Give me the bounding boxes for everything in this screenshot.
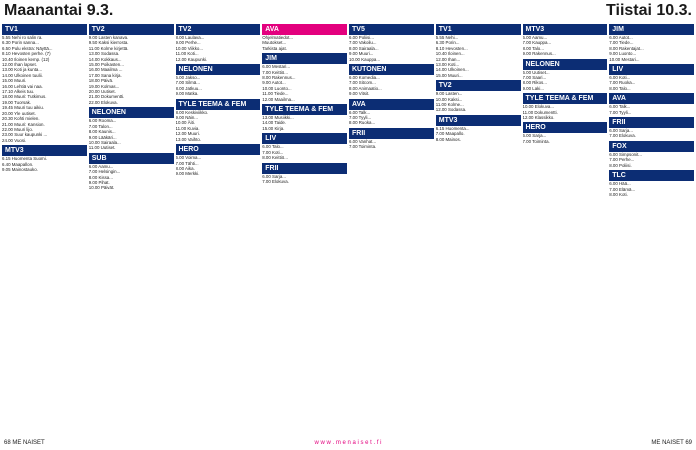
channel-block	[436, 115, 521, 142]
program-item: 13.00 Vaihto.	[175, 136, 202, 142]
program-item: 9.00 Matka.	[175, 91, 199, 97]
program-item: 7.00 Tyyli...	[609, 109, 632, 115]
program-item: 10.00 Äiti.	[175, 120, 196, 126]
channel-header: TV1	[436, 24, 521, 35]
program-item: 8.00 Koti.	[609, 191, 628, 197]
channel-header: TV2	[89, 24, 174, 35]
program-item: 9.00 Merkki.	[175, 171, 200, 177]
channel-block	[176, 144, 261, 177]
program-item: 7.00 Ruoka...	[609, 80, 636, 86]
program-item: 5.55 Nehi ro salin ra.	[2, 35, 43, 40]
listing-column	[349, 24, 434, 436]
program-item: 9.00 Laki...	[522, 85, 544, 91]
program-item: 6.00 Talo...	[262, 144, 284, 150]
channel-block	[609, 117, 694, 139]
channel-block	[349, 99, 434, 126]
channel-header: AVA	[609, 93, 694, 104]
channel-header: MTV3	[523, 24, 608, 35]
channel-header: AVA	[349, 99, 434, 110]
program-item: 9.00 Näin...	[175, 115, 198, 121]
program-item: 9.50 Kaksi kierrosta.	[88, 40, 129, 46]
channel-block	[523, 59, 608, 92]
channel-block	[609, 64, 694, 91]
listing-column	[2, 24, 87, 436]
program-item: 10.40 Iloinen kemp. (12)	[2, 56, 50, 62]
program-item: 8.10 Hevosten perhe. (7)	[2, 51, 51, 57]
program-item: 6.00 Poliisi...	[349, 35, 374, 40]
program-item: 9.00 Luonto...	[609, 51, 637, 57]
program-item: 16.00 Lehtiä vai naa.	[2, 83, 43, 89]
program-item: 13.00 Koti ja kunta...	[2, 67, 43, 73]
program-item: 18.00 Muuri: Tutkimus.	[2, 94, 47, 100]
channel-block	[262, 163, 347, 185]
program-item: 9.00 Muuri...	[349, 51, 374, 57]
program-item: 7.00 Elokuva.	[609, 133, 636, 139]
program-item: 20.30 Kohti mielen.	[2, 116, 40, 122]
channel-header: FOX	[609, 141, 694, 152]
program-item: 7.00 Sitcom...	[349, 80, 376, 86]
program-item: 7.00 Vakoilu...	[349, 40, 377, 46]
program-item: 6.15 Huomenta Suomi.	[2, 156, 47, 162]
channel-block	[2, 24, 87, 143]
day-title-right: Tiistai 10.3.	[606, 2, 692, 19]
program-item: 10.00 Sairaala...	[88, 139, 121, 145]
program-item: 20.00 Yle uutiset.	[2, 110, 36, 116]
program-item: 22.00 Muuri lijo.	[2, 126, 33, 132]
program-item: 6.00 Rooma...	[88, 118, 117, 124]
channel-block	[176, 64, 261, 97]
program-item: 24.00 Vuosi.	[2, 137, 27, 143]
program-item: 6.00 Voima...	[175, 155, 202, 161]
channel-block	[262, 133, 347, 160]
channel-block	[176, 24, 261, 62]
program-item: 7.00 Toiminta.	[522, 138, 550, 144]
program-item: 21.00 Dokumentti.	[88, 94, 125, 100]
program-item: 8.00 Jatkuu...	[175, 85, 202, 91]
program-item: 19.45 Muuri tuu aikiu.	[2, 105, 44, 111]
program-item: 5.55 Nehi...	[435, 35, 459, 40]
program-item: 7.00 Tiede...	[609, 40, 634, 46]
channel-block	[176, 99, 261, 142]
program-item: 6.00 Mestari...	[262, 64, 291, 70]
program-item: 11.00 Uutiset.	[88, 145, 116, 151]
program-item: 19.00 Tuorsak.	[2, 99, 32, 105]
program-item: 6.00 Uutiset...	[522, 69, 550, 75]
program-item: 6.15 Huomenta...	[435, 125, 470, 131]
program-item: Ohjelmatiedot...	[262, 35, 293, 40]
program-item: 6.00 Sarja...	[262, 173, 286, 179]
channel-header: TV2	[436, 80, 521, 91]
channel-header: KUTONEN	[349, 64, 434, 75]
program-item: 9.00 Perhe...	[175, 40, 201, 46]
program-item: 13.00 Koti...	[435, 62, 460, 68]
channel-header: TYLE TEEMA & FEM	[262, 104, 347, 115]
channel-block	[523, 93, 608, 120]
program-item: 6.30 Porin...	[435, 40, 460, 46]
program-item: 7.00 Kauppa...	[522, 40, 552, 46]
program-item: 6.00 Sarja...	[522, 133, 547, 139]
channel-block	[262, 24, 347, 51]
program-item: 11.00 Dokumentti.	[522, 109, 558, 115]
channel-block	[2, 145, 87, 172]
program-item: 7.00 Elämä...	[609, 186, 636, 192]
program-item: 6.00 Sarja...	[609, 128, 633, 134]
channel-header: NELONEN	[176, 64, 261, 75]
program-item: 8.00 Rakennus...	[262, 75, 296, 81]
program-item: 9.00 Lääkäri...	[88, 134, 117, 140]
program-item: 20.00 Uutiset.	[88, 89, 116, 95]
program-item: 8.00 Keskiviikko.	[175, 109, 209, 115]
program-item: 11.00 Kolme kirjettä.	[88, 45, 129, 51]
channel-block	[89, 24, 174, 105]
program-item: 9.00 Rakennus...	[522, 51, 556, 57]
channel-header: JIM	[262, 53, 347, 64]
program-item: 8.00 Aika.	[175, 165, 195, 171]
channel-header: FRII	[349, 128, 434, 139]
program-item: 8.00 Keittiö...	[262, 155, 288, 161]
program-item: 7.00 Helsingin...	[88, 169, 121, 175]
channel-header: FRII	[262, 163, 347, 174]
channel-header: AVA	[262, 24, 347, 35]
program-item: 8.00 Animaatio...	[349, 85, 382, 91]
program-item: 6.00 Koti...	[609, 75, 631, 81]
program-item: Muutokset...	[262, 40, 287, 46]
program-item: 7.00 Tyyli...	[349, 115, 372, 121]
program-item: 13.00 Sodassa.	[88, 51, 120, 57]
program-item: 9.00 Vitsit.	[349, 91, 370, 97]
program-item: Tarkista ajat.	[262, 45, 287, 51]
program-item: 9.05 Mainostauko.	[2, 166, 38, 172]
program-item: 7.00 Elokuva.	[262, 178, 289, 184]
program-item: 8.00 Talo...	[609, 85, 631, 91]
program-item: 8.00 Rikos...	[522, 80, 547, 86]
channel-header: TV1	[2, 24, 87, 35]
channel-header: TLC	[609, 170, 694, 181]
program-item: 14.00 Ulkoinen...	[435, 67, 469, 73]
program-item: 9.00 Lasten...	[435, 91, 463, 97]
program-item: 7.00 Tähti...	[175, 160, 199, 166]
program-item: 15.00 Muuri...	[435, 72, 463, 78]
program-item: 8.10 Hevosten...	[435, 45, 468, 51]
day-title-left: Maanantai 9.3.	[4, 2, 114, 19]
program-item: 6.00 Hää...	[609, 181, 631, 187]
program-item: 8.00 Mainos.	[435, 136, 461, 142]
channel-block	[523, 122, 608, 144]
program-item: 16.00 Maailma ...	[88, 67, 123, 73]
program-item: 17.00 Sana kirja.	[88, 72, 122, 78]
program-item: 6.40 Maapallon.	[2, 161, 34, 167]
program-item: 11.00 Kolme...	[435, 102, 464, 108]
program-item: 7.00 Keittiö...	[262, 69, 288, 75]
channel-header: LIV	[262, 133, 347, 144]
program-item: 17.10 Alkeis tuu.	[2, 89, 35, 95]
program-item: 12.00 Kaupunki.	[175, 56, 208, 62]
program-item: 6.00 Aamu...	[88, 163, 114, 169]
program-item: 15.00 Muuri.	[2, 78, 27, 84]
program-item: 6.00 Komedia...	[349, 75, 380, 81]
channel-header: LIV	[609, 64, 694, 75]
program-item: 14.00 Kokkaus...	[88, 56, 122, 62]
program-item: 8.00 Kissa...	[88, 174, 113, 180]
program-item: 10.00 Kauppa...	[349, 56, 381, 62]
channel-block	[89, 107, 174, 150]
program-item: 10.00 Päivät.	[88, 185, 115, 191]
page-header	[0, 0, 696, 24]
program-item: 8.00 Kaunis...	[88, 129, 116, 135]
program-item: 12.00 Sodassa.	[435, 107, 467, 113]
program-item: 6.50 Pulu ekstra: Näyttä...	[2, 45, 53, 51]
program-item: 22.00 Elokuva.	[88, 99, 118, 105]
program-item: 6.00 Talk...	[349, 109, 371, 115]
footer-center: w w w . m e n a i s e t . f i	[314, 440, 382, 446]
channel-header: TYLE TEEMA & FEM	[176, 99, 261, 110]
listing-column	[262, 24, 347, 436]
channel-block	[436, 24, 521, 78]
program-item: 8.00 Laulava...	[175, 35, 205, 40]
footer-left: 68 ME NAISET	[4, 440, 45, 446]
program-item: 8.00 Poliisi.	[609, 162, 632, 168]
program-item: 12.00 Klassikko.	[522, 115, 555, 121]
program-item: 7.00 Koti...	[262, 149, 284, 155]
program-item: 6.30 Porin sanna...	[2, 40, 39, 46]
program-item: 6.00 Talk...	[609, 104, 631, 110]
channel-block	[349, 128, 434, 150]
program-item: 7.00 Toiminta.	[349, 144, 377, 150]
channel-block	[609, 24, 694, 62]
program-item: 9.00 Pihat.	[88, 179, 110, 185]
program-item: 12.00 Muuri.	[175, 131, 200, 137]
program-item: 6.00 Autot...	[609, 35, 633, 40]
program-item: 7.00 Saari...	[522, 75, 547, 81]
program-item: 7.00 Perhe...	[609, 157, 635, 163]
program-item: 13.00 Musiikki...	[262, 115, 294, 121]
program-item: 23.00 Suur kaupunki ...	[2, 132, 48, 138]
channel-block	[609, 170, 694, 197]
channel-header: HERO	[523, 122, 608, 133]
program-item: 19.00 Kolmas...	[88, 83, 120, 89]
channel-block	[436, 80, 521, 113]
program-item: 14.00 Taide.	[262, 120, 287, 126]
program-item: 8.00 Talo...	[522, 45, 544, 51]
program-item: 15.00 Kirja.	[262, 125, 285, 131]
program-item: 9.00 Lasten kanava.	[88, 35, 129, 40]
program-item: 14.00 Ulkoinen tuulii.	[2, 72, 43, 78]
program-item: 10.00 Elokuva...	[522, 104, 554, 110]
channel-header: MTV3	[2, 145, 87, 156]
channel-block	[262, 104, 347, 131]
page-footer	[0, 438, 696, 450]
program-item: 11.00 Koti...	[175, 51, 199, 57]
program-item: 10.00 Viikko...	[175, 45, 203, 51]
program-item: 9.00 Autot...	[262, 80, 286, 86]
program-item: 6.00 Jakso...	[175, 75, 201, 81]
program-item: 8.00 Sairaala...	[349, 45, 379, 51]
channel-block	[89, 153, 174, 191]
channel-header: HERO	[176, 144, 261, 155]
listing-column	[523, 24, 608, 436]
program-item: 12.00 Ihan lapset.	[2, 62, 37, 68]
program-item: 7.00 Talon...	[88, 123, 113, 129]
channel-header: TV2	[176, 24, 261, 35]
channel-header: NELONEN	[89, 107, 174, 118]
program-item: 10.00 Mestari...	[609, 56, 640, 62]
channel-header: MTV3	[436, 115, 521, 126]
channel-block	[349, 64, 434, 97]
program-item: 11.00 Kuvia.	[175, 125, 200, 131]
tv-listings-columns	[0, 24, 696, 436]
program-item: 10.00 Luonto...	[262, 85, 292, 91]
program-item: 7.00 Silmä...	[175, 80, 200, 86]
program-item: 6.00 Vanhat...	[349, 138, 377, 144]
channel-header: SUB	[89, 153, 174, 164]
footer-right: ME NAISET 69	[651, 440, 692, 446]
program-item: 8.00 Ruoka...	[349, 120, 376, 126]
channel-header: TV5	[349, 24, 434, 35]
program-item: 10.40 Iloinen...	[435, 51, 465, 57]
listing-column	[609, 24, 694, 436]
program-item: 6.00 Aamu...	[522, 35, 548, 40]
program-item: 8.00 Rakentajat...	[609, 45, 644, 51]
channel-block	[262, 53, 347, 102]
channel-block	[523, 24, 608, 57]
program-item: 10.00 Kaksi...	[435, 96, 463, 102]
program-item: 6.00 Simpsonit...	[609, 151, 642, 157]
listing-column	[176, 24, 261, 436]
channel-block	[609, 93, 694, 115]
channel-header: FRII	[609, 117, 694, 128]
channel-header: JIM	[609, 24, 694, 35]
listing-column	[436, 24, 521, 436]
program-item: 21.00 Muuri: Kansion.	[2, 121, 45, 127]
program-item: 12.00 Ihan...	[435, 56, 461, 62]
channel-header: TYLE TEEMA & FEM	[523, 93, 608, 104]
listing-column	[89, 24, 174, 436]
program-item: 18.00 Päivä.	[88, 78, 114, 84]
channel-block	[609, 141, 694, 168]
program-item: 11.00 Tiede...	[262, 91, 289, 97]
program-item: 7.00 Maapallo.	[435, 131, 465, 137]
channel-header: NELONEN	[523, 59, 608, 70]
program-item: 12.00 Maailma...	[262, 96, 295, 102]
channel-block	[349, 24, 434, 62]
program-item: 15.00 Poikasten...	[88, 62, 124, 68]
